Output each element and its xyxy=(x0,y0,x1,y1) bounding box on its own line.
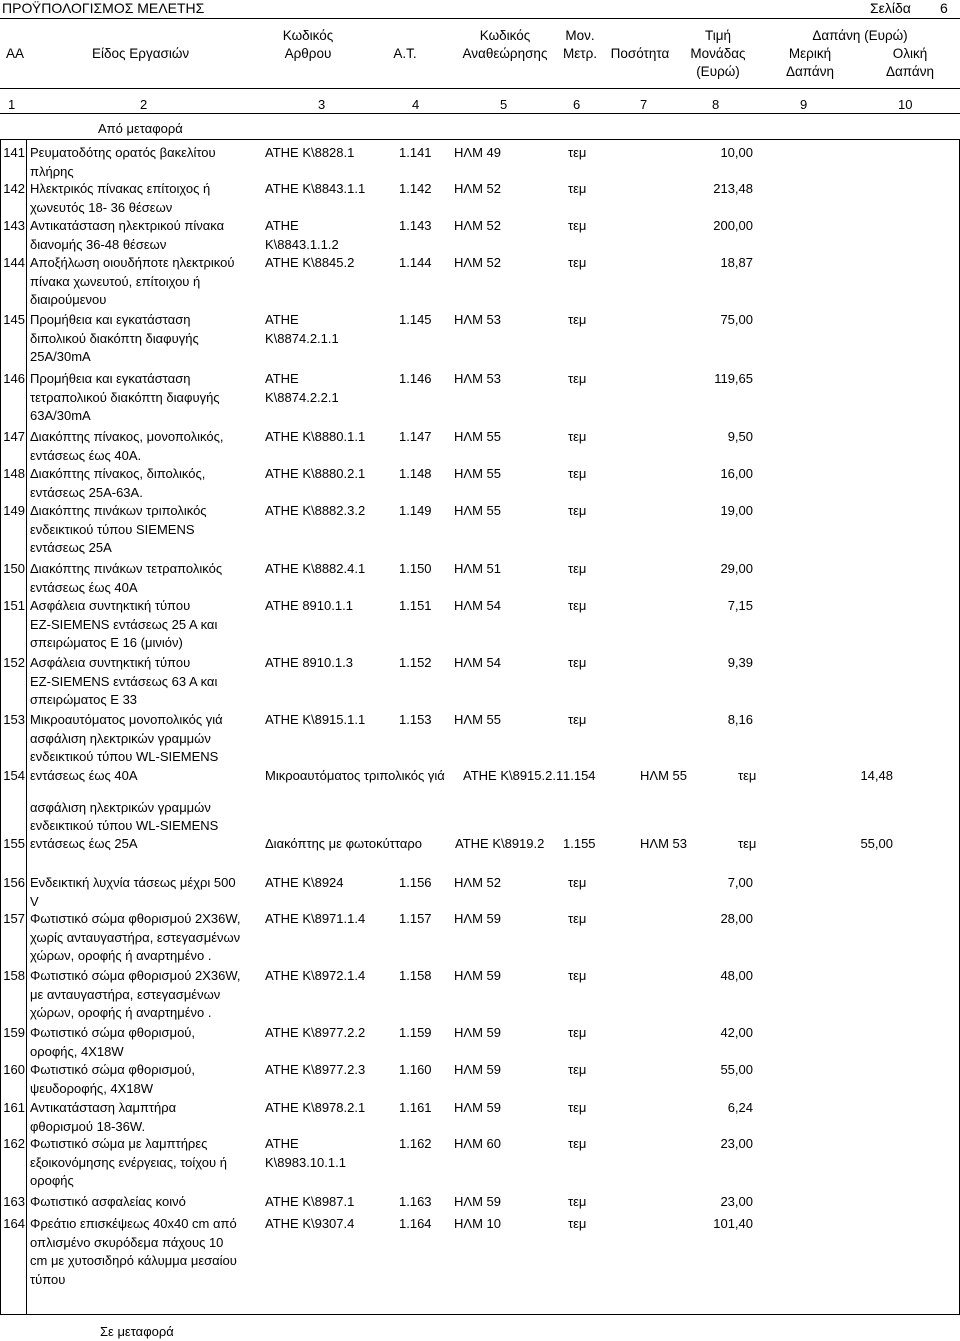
at-code: 1.158 xyxy=(399,968,432,983)
unit-price: 19,00 xyxy=(720,503,753,518)
revision-code: ΗΛΜ 55 xyxy=(454,503,501,518)
revision-code: ΗΛΜ 53 xyxy=(454,312,501,327)
item-number: 154 xyxy=(3,768,25,783)
item-description: πλήρης xyxy=(30,163,74,179)
carry-to-label: Σε μεταφορά xyxy=(100,1324,174,1339)
article-code: Κ\8983.10.1.1 xyxy=(265,1154,346,1170)
header-unit-1: Μον. xyxy=(565,28,595,43)
header-unit-price-1: Τιμή xyxy=(704,28,732,43)
item-description: Ασφάλεια συντηκτική τύπου xyxy=(30,655,191,670)
col-number: 6 xyxy=(573,97,581,112)
item-description: Φρεάτιο επισκέψεως 40x40 cm από xyxy=(30,1216,237,1231)
measure-unit: τεμ xyxy=(568,1194,587,1209)
item-description: με ανταυγαστήρα, εστεγασμένων xyxy=(30,986,221,1002)
unit-price: 7,00 xyxy=(727,875,753,890)
measure-unit: τεμ xyxy=(568,712,587,727)
measure-unit: τεμ xyxy=(568,466,587,481)
item-description: Φωτιστικό σώμα φθορισμού, xyxy=(30,1025,196,1040)
at-code: 1.156 xyxy=(399,875,432,890)
article-code: ΑΤΗΕ Κ\9307.4 xyxy=(265,1216,355,1231)
measure-unit: τεμ xyxy=(568,968,587,983)
item-description: εξοικονόμησης ενέργειας, τοίχου ή xyxy=(30,1154,227,1170)
item-description: ενδεικτικού τύπου WL-SIEMENS xyxy=(30,818,219,833)
item-number: 163 xyxy=(3,1194,25,1209)
item-number: 147 xyxy=(3,429,25,444)
item-description: διαιρούμενου xyxy=(30,292,107,307)
col-number: 1 xyxy=(8,97,16,112)
measure-unit: τεμ xyxy=(568,598,587,613)
article-code: ΑΤΗΕ Κ\8919.2 xyxy=(455,836,545,851)
revision-code: ΗΛΜ 59 xyxy=(454,1062,501,1077)
item-description: Διακόπτης με φωτοκύτταρο xyxy=(265,836,422,851)
header-bottom-rule xyxy=(0,88,960,89)
article-code: ΑΤΗΕ Κ\8987.1 xyxy=(265,1194,355,1209)
item-number: 153 xyxy=(3,712,25,727)
revision-code: ΗΛΜ 52 xyxy=(454,218,501,233)
page-number: 6 xyxy=(940,0,948,16)
at-code: 1.164 xyxy=(399,1216,432,1231)
article-code: ΑΤΗΕ Κ\8845.2 xyxy=(265,255,355,270)
article-code: ΑΤΗΕ Κ\8977.2.3 xyxy=(265,1062,366,1077)
at-code: 1.160 xyxy=(399,1062,432,1077)
header-total-2: Δαπάνη xyxy=(885,64,934,79)
measure-unit: τεμ xyxy=(568,1062,587,1077)
unit-price: 23,00 xyxy=(720,1194,753,1209)
item-description: Ασφάλεια συντηκτική τύπου xyxy=(30,598,191,613)
article-code: ΑΤΗΕ Κ\8882.3.2 xyxy=(265,503,366,518)
item-description: Φωτιστικό σώμα με λαμπτήρες xyxy=(30,1136,208,1151)
measure-unit: τεμ xyxy=(568,429,587,444)
col-number: 7 xyxy=(640,97,648,112)
header-total-1: Ολική xyxy=(892,46,928,61)
at-code: 1.143 xyxy=(399,218,432,233)
unit-price: 42,00 xyxy=(720,1025,753,1040)
item-description: Ρευματοδότης ορατός βακελίτου xyxy=(30,145,216,160)
item-description: Ηλεκτρικός πίνακας επίτοιχος ή xyxy=(30,181,211,196)
unit-price: 28,00 xyxy=(720,911,753,926)
header-code-revision-2: Αναθεώρησης xyxy=(462,46,548,61)
article-code: ΑΤΗΕ 8910.1.1 xyxy=(265,598,353,613)
article-code: ΑΤΗΕ Κ\8915.2.1 xyxy=(463,768,564,783)
at-code: 1.162 xyxy=(399,1136,432,1151)
item-description: διανομής 36-48 θέσεων xyxy=(30,236,167,252)
item-number: 144 xyxy=(3,255,25,270)
item-description: τετραπολικού διακόπτη διαφυγής xyxy=(30,389,220,405)
revision-code: ΗΛΜ 55 xyxy=(454,712,501,727)
item-number: 161 xyxy=(3,1100,25,1115)
unit-price: 7,15 xyxy=(727,598,753,613)
unit-price: 6,24 xyxy=(727,1100,753,1115)
item-description: Διακόπτης πίνακος, διπολικός, xyxy=(30,466,206,481)
measure-unit: τεμ xyxy=(568,561,587,576)
unit-price: 55,00 xyxy=(720,1062,753,1077)
item-description: ασφάλιση ηλεκτρικών γραμμών xyxy=(30,730,211,746)
item-description: χώρων, οροφής ή αναρτημένο . xyxy=(30,1005,212,1020)
article-code: ΑΤΗΕ Κ\8971.1.4 xyxy=(265,911,366,926)
revision-code: ΗΛΜ 54 xyxy=(454,598,501,613)
header-description: Είδος Εργασιών xyxy=(92,46,190,61)
item-description: σπειρώματος Ε 16 (μινιόν) xyxy=(30,635,183,650)
item-description: Διακόπτης πίνακος, μονοπολικός, xyxy=(30,429,224,444)
item-description: εντάσεως έως 40Α. xyxy=(30,447,142,463)
revision-code: ΗΛΜ 52 xyxy=(454,875,501,890)
item-description: οροφής, 4Χ18W xyxy=(30,1043,124,1059)
measure-unit: τεμ xyxy=(568,312,587,327)
measure-unit: τεμ xyxy=(738,768,757,783)
item-description: εντάσεως 25Α xyxy=(30,540,112,555)
item-description: Φωτιστικό σώμα φθορισμού 2Χ36W, xyxy=(30,968,241,983)
unit-price: 9,50 xyxy=(727,429,753,444)
at-code: 1.146 xyxy=(399,371,432,386)
at-code: 1.148 xyxy=(399,466,432,481)
unit-price: 16,00 xyxy=(720,466,753,481)
unit-price: 119,65 xyxy=(714,371,753,386)
item-number: 164 xyxy=(3,1216,25,1231)
article-code: ΑΤΗΕ Κ\8924 xyxy=(265,875,344,890)
item-description: πίνακα χωνευτού, επίτοιχου ή xyxy=(30,273,201,289)
revision-code: ΗΛΜ 55 xyxy=(454,429,501,444)
item-number: 145 xyxy=(3,312,25,327)
at-code: 1.159 xyxy=(399,1025,432,1040)
item-number: 151 xyxy=(3,598,25,613)
header-aa: ΑΑ xyxy=(6,46,25,61)
item-description: Φωτιστικό ασφαλείας κοινό xyxy=(30,1194,186,1209)
unit-price: 200,00 xyxy=(713,218,753,233)
unit-price: 23,00 xyxy=(720,1136,753,1151)
item-description: Διακόπτης πινάκων τριπολικός xyxy=(30,503,207,518)
measure-unit: τεμ xyxy=(738,836,757,851)
item-description: V xyxy=(30,893,39,909)
item-description: ψευδοροφής, 4Χ18W xyxy=(30,1080,154,1096)
revision-code: ΗΛΜ 52 xyxy=(454,255,501,270)
at-code: 1.154 xyxy=(563,768,596,783)
item-number: 162 xyxy=(3,1136,25,1151)
article-code: ΑΤΗΕ Κ\8972.1.4 xyxy=(265,968,366,983)
item-number: 142 xyxy=(3,181,25,196)
unit-price: 8,16 xyxy=(727,712,753,727)
measure-unit: τεμ xyxy=(568,1136,587,1151)
item-description: Αποξήλωση οιουδήποτε ηλεκτρικού xyxy=(30,255,235,270)
item-description: εντάσεως έως 40Α xyxy=(30,768,138,783)
header-unit-2: Μετρ. xyxy=(562,46,598,61)
article-code: ΑΤΗΕ Κ\8880.1.1 xyxy=(265,429,366,444)
item-number: 160 xyxy=(3,1062,25,1077)
measure-unit: τεμ xyxy=(568,255,587,270)
article-code: ΑΤΗΕ Κ\8880.2.1 xyxy=(265,466,366,481)
measure-unit: τεμ xyxy=(568,655,587,670)
revision-code: ΗΛΜ 59 xyxy=(454,1025,501,1040)
item-number: 150 xyxy=(3,561,25,576)
item-description: χωνευτός 18- 36 θέσεων xyxy=(30,199,173,215)
revision-code: ΗΛΜ 59 xyxy=(454,1100,501,1115)
revision-code: ΗΛΜ 10 xyxy=(454,1216,501,1231)
col-number: 10 xyxy=(898,97,913,112)
item-description: cm με χυτοσιδηρό κάλυμμα μεσαίου xyxy=(30,1253,237,1268)
at-code: 1.150 xyxy=(399,561,432,576)
at-code: 1.157 xyxy=(399,911,432,926)
article-code: ΑΤΗΕ Κ\8977.2.2 xyxy=(265,1025,366,1040)
aa-column-rule xyxy=(26,139,27,1314)
item-description: Διακόπτης πινάκων τετραπολικός xyxy=(30,561,223,576)
item-description: εντάσεως έως 40Α xyxy=(30,579,138,595)
article-code: ΑΤΗΕ xyxy=(265,218,299,233)
at-code: 1.149 xyxy=(399,503,432,518)
measure-unit: τεμ xyxy=(568,1100,587,1115)
article-code: ΑΤΗΕ xyxy=(265,312,299,327)
at-code: 1.151 xyxy=(399,598,432,613)
measure-unit: τεμ xyxy=(568,503,587,518)
item-description: εντάσεως 25Α-63Α. xyxy=(30,484,143,500)
item-description: Φωτιστικό σώμα φθορισμού 2Χ36W, xyxy=(30,911,241,926)
item-description: ενδεικτικού τύπου SIEMENS xyxy=(30,521,195,537)
header-unit-price-2: Μονάδας xyxy=(690,46,746,61)
header-code-article-2: Αρθρου xyxy=(284,46,332,61)
article-code: Κ\8843.1.1.2 xyxy=(265,236,339,252)
col-number: 2 xyxy=(140,97,148,112)
item-description: EZ-SIEMENS εντάσεως 25 Α και xyxy=(30,616,218,632)
revision-code: ΗΛΜ 53 xyxy=(640,836,687,851)
item-description: 63A/30mA xyxy=(30,408,91,423)
item-number: 143 xyxy=(3,218,25,233)
measure-unit: τεμ xyxy=(568,218,587,233)
measure-unit: τεμ xyxy=(568,181,587,196)
unit-price: 10,00 xyxy=(720,145,753,160)
header-code-article-1: Κωδικός xyxy=(282,28,334,43)
item-description: EZ-SIEMENS εντάσεως 63 Α και xyxy=(30,673,218,689)
revision-code: ΗΛΜ 54 xyxy=(454,655,501,670)
measure-unit: τεμ xyxy=(568,911,587,926)
unit-price: 101,40 xyxy=(713,1216,753,1231)
header-quantity: Ποσότητα xyxy=(610,46,670,61)
revision-code: ΗΛΜ 60 xyxy=(454,1136,501,1151)
carry-from-label: Από μεταφορά xyxy=(98,121,183,136)
header-at: Α.Τ. xyxy=(393,46,417,61)
at-code: 1.144 xyxy=(399,255,432,270)
revision-code: ΗΛΜ 51 xyxy=(454,561,501,576)
item-description: Ενδεικτική λυχνία τάσεως μέχρι 500 xyxy=(30,875,236,890)
header-cost-group: Δαπάνη (Ευρώ) xyxy=(812,28,908,43)
header-partial-2: Δαπάνη xyxy=(785,64,834,79)
col-number: 3 xyxy=(318,97,326,112)
item-description: ασφάλιση ηλεκτρικών γραμμών xyxy=(30,800,211,815)
item-number: 159 xyxy=(3,1025,25,1040)
at-code: 1.163 xyxy=(399,1194,432,1209)
item-number: 155 xyxy=(3,836,25,851)
revision-code: ΗΛΜ 59 xyxy=(454,968,501,983)
item-description: Φωτιστικό σώμα φθορισμού, xyxy=(30,1062,196,1077)
article-code: ΑΤΗΕ Κ\8828.1 xyxy=(265,145,355,160)
article-code: ΑΤΗΕ Κ\8915.1.1 xyxy=(265,712,366,727)
carry-from-rule xyxy=(0,139,960,140)
article-code: ΑΤΗΕ Κ\8882.4.1 xyxy=(265,561,366,576)
article-code: ΑΤΗΕ 8910.1.3 xyxy=(265,655,353,670)
revision-code: ΗΛΜ 55 xyxy=(640,768,687,783)
unit-price: 14,48 xyxy=(860,768,893,783)
unit-price: 55,00 xyxy=(860,836,893,851)
col-number: 5 xyxy=(500,97,508,112)
header-top-rule xyxy=(0,18,960,19)
header-partial-1: Μερική xyxy=(788,46,832,61)
measure-unit: τεμ xyxy=(568,371,587,386)
unit-price: 48,00 xyxy=(720,968,753,983)
item-description: εντάσεως έως 25Α xyxy=(30,836,138,851)
col-number: 4 xyxy=(412,97,420,112)
measure-unit: τεμ xyxy=(568,1216,587,1231)
document-title: ΠΡΟΫΠΟΛΟΓΙΣΜΟΣ ΜΕΛΕΤΗΣ xyxy=(2,0,205,16)
item-description: Μικροαυτόματος τριπολικός γιά xyxy=(265,768,445,783)
unit-price: 18,87 xyxy=(720,255,753,270)
item-description: χωρίς ανταυγαστήρα, εστεγασμένων xyxy=(30,929,241,945)
article-code: Κ\8874.2.1.1 xyxy=(265,330,339,346)
at-code: 1.145 xyxy=(399,312,432,327)
revision-code: ΗΛΜ 49 xyxy=(454,145,501,160)
item-description: οροφής xyxy=(30,1173,74,1188)
revision-code: ΗΛΜ 59 xyxy=(454,1194,501,1209)
page-label: Σελίδα xyxy=(870,0,911,16)
item-description: ενδεικτικού τύπου WL-SIEMENS xyxy=(30,749,219,764)
at-code: 1.161 xyxy=(399,1100,432,1115)
measure-unit: τεμ xyxy=(568,145,587,160)
article-code: ΑΤΗΕ Κ\8978.2.1 xyxy=(265,1100,366,1115)
unit-price: 29,00 xyxy=(720,561,753,576)
item-description: χώρων, οροφής ή αναρτημένο . xyxy=(30,948,212,963)
item-description: τύπου xyxy=(30,1271,66,1287)
item-description: φθορισμού 18-36W. xyxy=(30,1118,146,1134)
col-number: 8 xyxy=(712,97,720,112)
item-number: 156 xyxy=(3,875,25,890)
item-description: Προμήθεια και εγκατάσταση xyxy=(30,312,191,327)
unit-price: 9,39 xyxy=(727,655,753,670)
at-code: 1.152 xyxy=(399,655,432,670)
item-description: σπειρώματος Ε 33 xyxy=(30,692,138,707)
revision-code: ΗΛΜ 55 xyxy=(454,466,501,481)
item-number: 152 xyxy=(3,655,25,670)
item-description: Αντικατάσταση ηλεκτρικού πίνακα xyxy=(30,218,225,233)
item-description: Μικροαυτόματος μονοπολικός γιά xyxy=(30,712,223,727)
item-description: Αντικατάσταση λαμπτήρα xyxy=(30,1100,177,1115)
revision-code: ΗΛΜ 59 xyxy=(454,911,501,926)
article-code: Κ\8874.2.2.1 xyxy=(265,389,339,405)
unit-price: 75,00 xyxy=(720,312,753,327)
item-number: 146 xyxy=(3,371,25,386)
item-description: οπλισμένο σκυρόδεμα πάχους 10 xyxy=(30,1234,224,1250)
table-bottom-rule xyxy=(0,1314,960,1315)
revision-code: ΗΛΜ 53 xyxy=(454,371,501,386)
at-code: 1.142 xyxy=(399,181,432,196)
item-number: 157 xyxy=(3,911,25,926)
header-code-revision-1: Κωδικός xyxy=(479,28,531,43)
article-code: ΑΤΗΕ xyxy=(265,371,299,386)
at-code: 1.153 xyxy=(399,712,432,727)
article-code: ΑΤΗΕ Κ\8843.1.1 xyxy=(265,181,366,196)
at-code: 1.155 xyxy=(563,836,596,851)
item-description: Προμήθεια και εγκατάσταση xyxy=(30,371,191,386)
measure-unit: τεμ xyxy=(568,875,587,890)
item-number: 141 xyxy=(3,145,25,160)
at-code: 1.147 xyxy=(399,429,432,444)
item-number: 149 xyxy=(3,503,25,518)
col-number: 9 xyxy=(800,97,808,112)
item-number: 158 xyxy=(3,968,25,983)
measure-unit: τεμ xyxy=(568,1025,587,1040)
item-number: 148 xyxy=(3,466,25,481)
item-description: 25A/30mA xyxy=(30,349,91,364)
unit-price: 213,48 xyxy=(713,181,753,196)
at-code: 1.141 xyxy=(399,145,432,160)
header-unit-price-3: (Ευρώ) xyxy=(696,64,740,79)
revision-code: ΗΛΜ 52 xyxy=(454,181,501,196)
item-description: διπολικού διακόπτη διαφυγής xyxy=(30,330,199,346)
article-code: ΑΤΗΕ xyxy=(265,1136,299,1151)
column-numbers-rule xyxy=(0,113,960,114)
